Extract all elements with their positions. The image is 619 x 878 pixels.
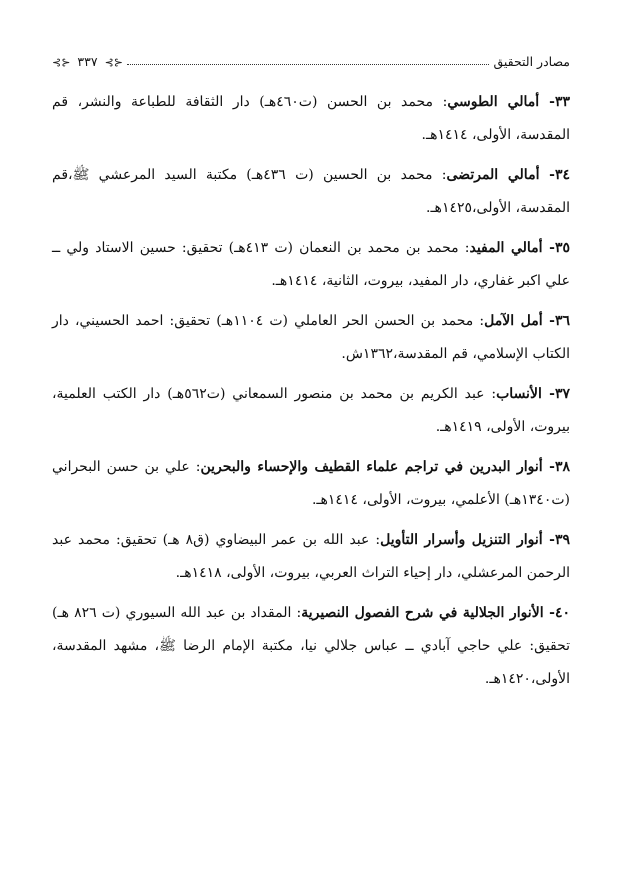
entry-title: أنوار التنزيل وأسرار التأويل	[380, 532, 543, 548]
entry-number: ٣٥-	[542, 240, 570, 256]
header-dotted-leader	[127, 64, 489, 65]
bibliography-entry-33	[52, 86, 570, 152]
bibliography-entry-34	[52, 159, 570, 225]
entry-number: ٣٣-	[539, 94, 571, 110]
entry-text: : عبد الكريم بن محمد بن منصور السمعاني (ت٥٦٢هـ) دار الكتب العلمية، بيروت، الأولى، ١٤١٩هـ.	[52, 386, 570, 435]
entry-text: : عبد الله بن عمر البيضاوي (ق٨ هـ) تحقيق: محمد عبد الرحمن المرعشلي، دار إحياء التراث العربي، بيروت، الأولى، ١٤١٨هـ.	[52, 532, 570, 581]
bibliography-list	[52, 86, 570, 696]
entry-title: أمالي المرتضى	[446, 167, 540, 183]
entry-number: ٣٦-	[542, 313, 571, 329]
ornament-right-icon: ⊰⊱	[104, 55, 123, 69]
bibliography-entry-40	[52, 597, 570, 696]
page-number: ٣٣٧	[77, 53, 98, 69]
entry-title: الأنساب	[496, 386, 542, 402]
entry-number: ٣٤-	[539, 167, 570, 183]
entry-title: أمالي الطوسي	[447, 94, 540, 110]
entry-number: ٣٩-	[542, 532, 570, 548]
entry-number: ٤٠-	[543, 605, 570, 621]
bibliography-entry-38	[52, 451, 570, 517]
bibliography-entry-39	[52, 524, 570, 590]
entry-number: ٣٧-	[541, 386, 570, 402]
ornament-left-icon: ⊰⊱	[52, 55, 71, 69]
page-number-block	[52, 54, 123, 69]
bibliography-entry-37	[52, 378, 570, 444]
entry-text: : محمد بن الحسن (ت٤٦٠هـ) دار الثقافة للطباعة والنشر، قم المقدسة، الأولى، ١٤١٤هـ.	[52, 94, 570, 143]
entry-text: : محمد بن الحسين (ت ٤٣٦هـ) مكتبة السيد المرعشي ﷺ،قم المقدسة، الأولى،١٤٢٥هـ.	[52, 167, 570, 216]
entry-text: : المقداد بن عبد الله السيوري (ت ٨٢٦ هـ) تحقيق: علي حاجي آبادي ــ عباس جلالي نيا، مكتبة الإمام الرضا ﷺ، مشهد المقدسة، الأولى،١٤٢٠هـ.	[52, 605, 570, 687]
bibliography-entry-36	[52, 305, 570, 371]
entry-title: أمالي المفيد	[469, 240, 543, 256]
entry-title: الأنوار الجلالية في شرح الفصول النصيرية	[301, 605, 544, 621]
header-title: مصادر التحقيق	[493, 53, 570, 69]
entry-text: : محمد بن محمد بن النعمان (ت ٤١٣هـ) تحقيق: حسين الاستاد ولي ــ علي اكبر غفاري، دار المفيد، بيروت، الثانية، ١٤١٤هـ.	[52, 240, 570, 289]
running-header	[52, 50, 570, 72]
entry-title: أنوار البدرين في تراجم علماء القطيف والإحساء والبحرين	[200, 459, 543, 475]
entry-number: ٣٨-	[542, 459, 570, 475]
page	[52, 50, 570, 703]
bibliography-entry-35	[52, 232, 570, 298]
entry-title: أمل الآمل	[484, 313, 543, 329]
entry-text: : علي بن حسن البحراني (ت١٣٤٠هـ) الأعلمي، بيروت، الأولى، ١٤١٤هـ.	[52, 459, 570, 508]
entry-text: : محمد بن الحسن الحر العاملي (ت ١١٠٤هـ) تحقيق: احمد الحسيني، دار الكتاب الإسلامي، قم المقدسة،١٣٦٢ش.	[52, 313, 570, 362]
